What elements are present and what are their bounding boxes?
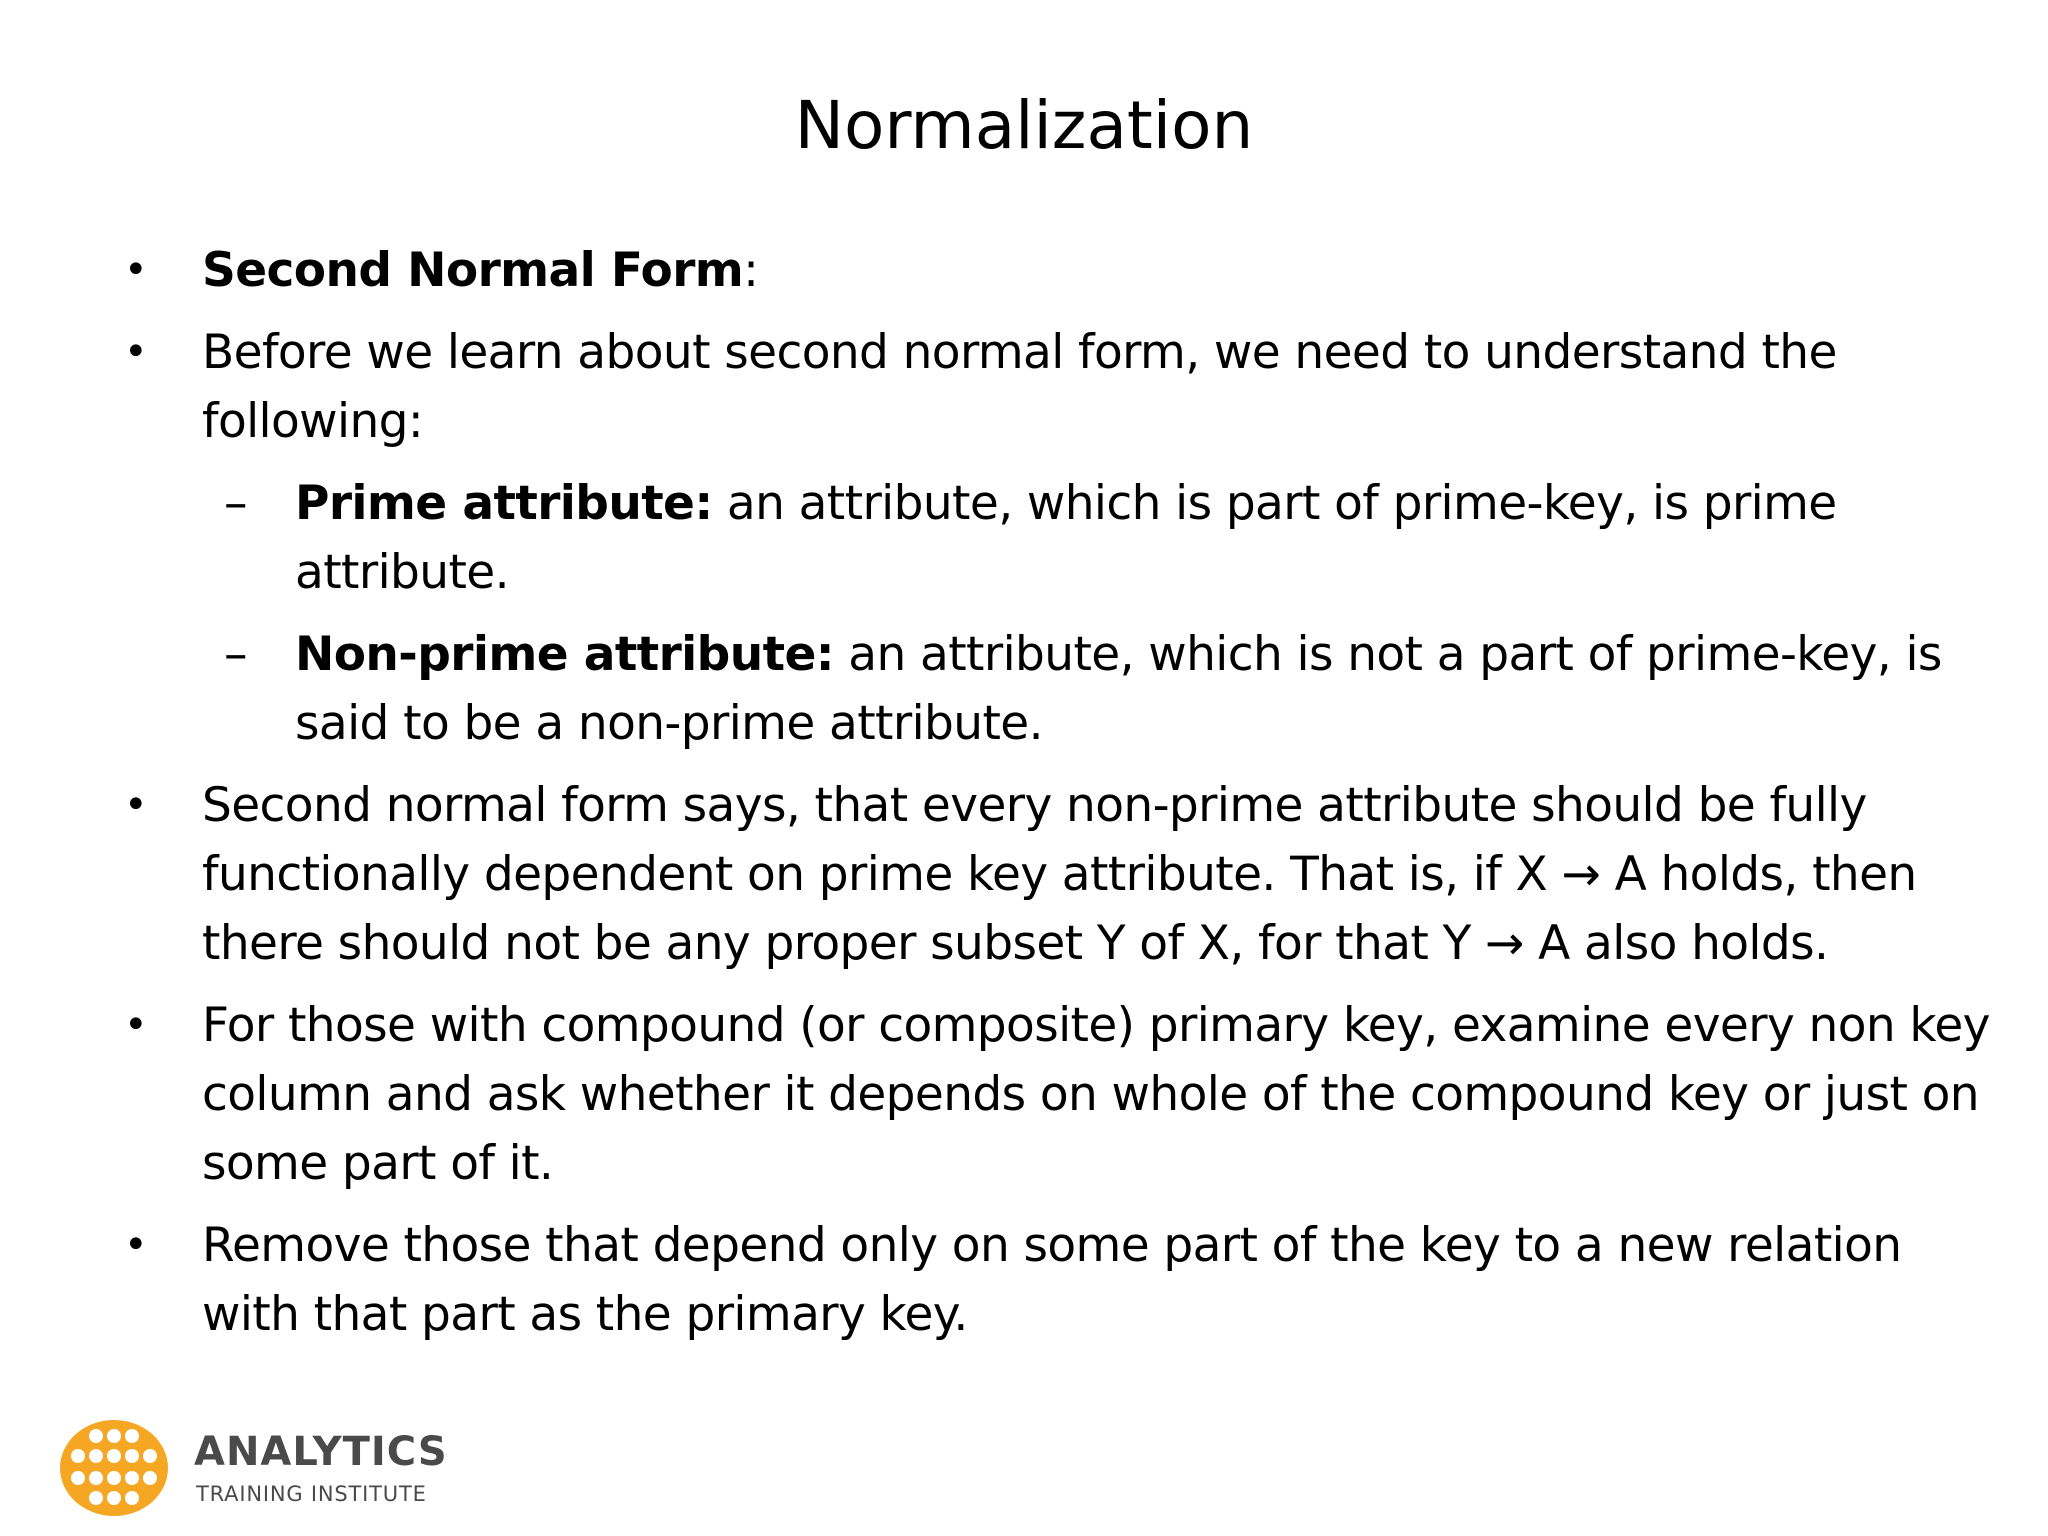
bullet-dash: –: [224, 627, 247, 682]
item-bold-text: Prime attribute:: [295, 476, 713, 531]
sub-bullet-item: [120, 469, 1990, 607]
item-bold-text: Second Normal Form: [202, 243, 744, 298]
bullet-item: [120, 318, 1990, 456]
bullet-dash: –: [224, 476, 247, 531]
slide-body: [120, 236, 1990, 1362]
item-text: an attribute, which is part of prime-key, is prime attribute.: [295, 476, 1837, 600]
bullet-dot: •: [124, 1222, 147, 1268]
analytics-logo: [58, 1418, 478, 1518]
bullet-dot: •: [124, 247, 147, 293]
item-text: Before we learn about second normal form, we need to understand the following:: [202, 325, 1837, 449]
item-text: :: [743, 243, 759, 298]
bullet-item: [120, 236, 1990, 305]
item-bold-text: Non-prime attribute:: [295, 627, 834, 682]
logo-subtitle: TRAINING INSTITUTE: [196, 1482, 427, 1506]
item-text: Remove those that depend only on some part of the key to a new relation with that part as the primary key.: [202, 1218, 1902, 1342]
item-text: For those with compound (or composite) primary key, examine every non key column and ask whether it depends on whole of the compound key or just on some part of it.: [202, 998, 1990, 1191]
bullet-dot: •: [124, 782, 147, 828]
item-text: Second normal form says, that every non-prime attribute should be fully functionally dependent on prime key attribute. That is, if X → A holds, then there should not be any proper subset Y of X, for that Y → A also holds.: [202, 778, 1917, 971]
logo-mark-icon: [58, 1418, 170, 1518]
bullet-item: [120, 771, 1990, 978]
item-text: an attribute, which is not a part of prime-key, is said to be a non-prime attribute.: [295, 627, 1942, 751]
logo-name: ANALYTICS: [194, 1429, 448, 1475]
slide-title: Normalization: [794, 87, 1254, 164]
bullet-dot: •: [124, 329, 147, 375]
bullet-dot: •: [124, 1002, 147, 1048]
bullet-item: [120, 991, 1990, 1198]
bullet-item: [120, 1211, 1990, 1349]
sub-bullet-item: [120, 620, 1990, 758]
